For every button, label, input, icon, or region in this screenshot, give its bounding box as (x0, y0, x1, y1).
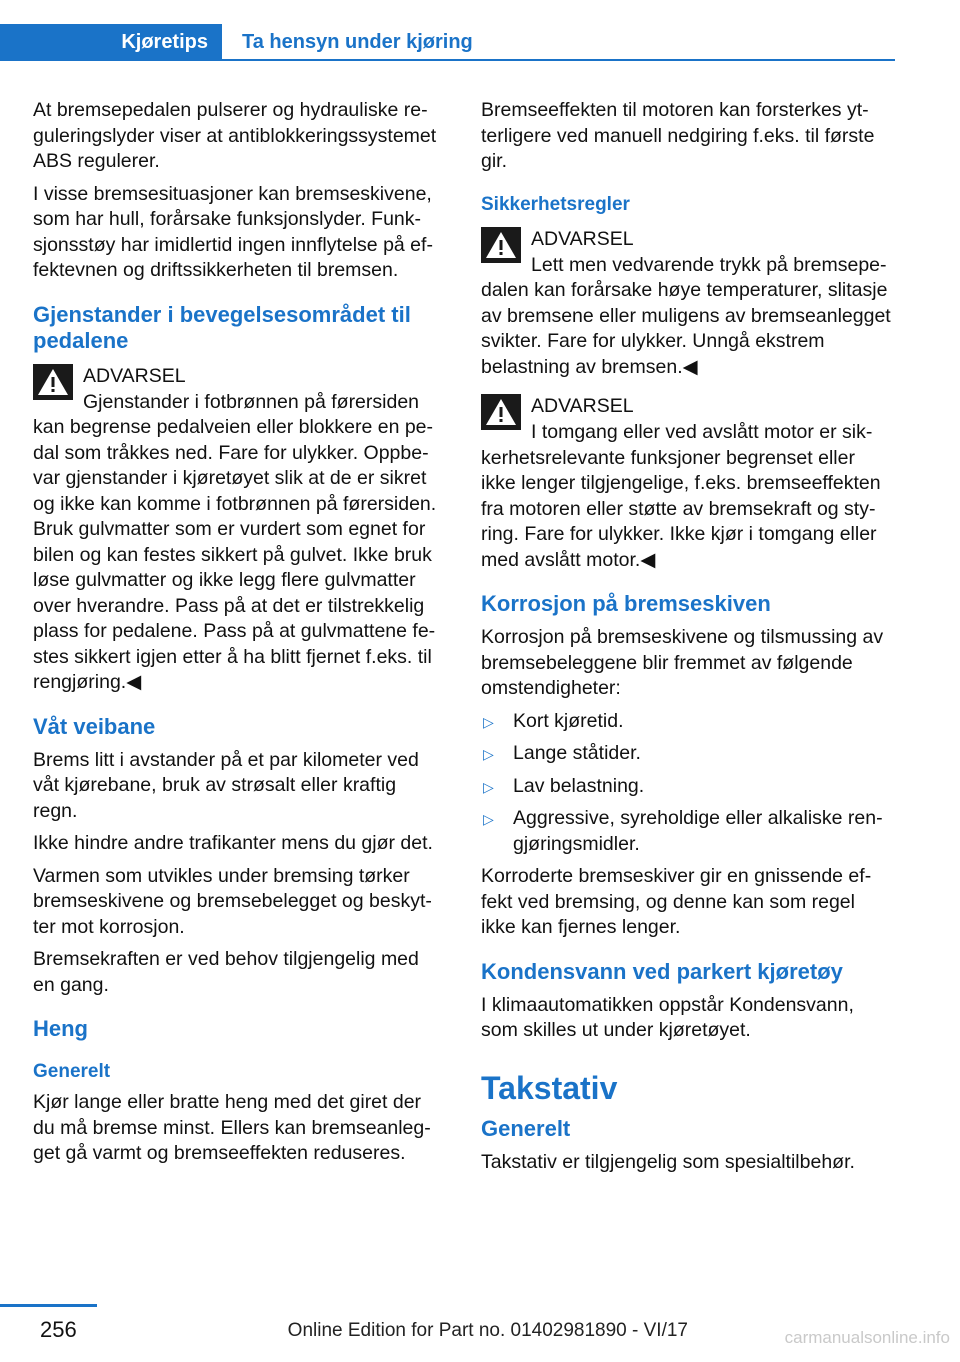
subheading-generelt: Generelt (481, 1115, 571, 1141)
right-column (481, 98, 893, 1182)
list-item: ▷ Lange ståtider. (481, 741, 893, 767)
section-tab[interactable]: Ta hensyn under kjøring (242, 31, 473, 53)
heading-heng: Heng (33, 1016, 88, 1041)
heading-pedaler: Gjenstander i bevegelsesområdet til pedalene (33, 301, 411, 353)
heading-kondensvann: Kondensvann ved parkert kjøretøy (481, 958, 843, 984)
paragraph: Kjør lange eller bratte heng med det giret der du må bremse minst. Ellers kan bremseanlegget gå varmt og bremseeffekten reduseres. (33, 1091, 431, 1164)
paragraph: Takstativ er tilgjengelig som spesialtilbehør. (481, 1150, 855, 1173)
page-number: 256 (40, 1317, 77, 1342)
bullet-triangle-icon: ▷ (483, 746, 494, 762)
header-divider (0, 59, 895, 61)
warning-title: ADVARSEL (531, 395, 634, 417)
paragraph: Varmen som utvikles under bremsing tørker bremseskivene og bremsebelegget og beskytter mot korrosjon. (33, 864, 432, 938)
chapter-tab[interactable]: Kjøretips (0, 24, 222, 60)
list-item: ▷ Kort kjøretid. (481, 709, 893, 735)
heading-korrosjon: Korrosjon på bremseskiven (481, 591, 771, 616)
watermark: carmanualsonline.info (784, 1328, 950, 1347)
left-column (33, 98, 445, 1174)
edition-note: Online Edition for Part no. 01402981890 - VI/17 (287, 1320, 688, 1341)
warning-triangle-icon (481, 227, 521, 263)
paragraph: Korroderte bremseskiver gir en gnissende effekt ved bremsing, og denne kan som regel ikke kan fjernes lenger. (481, 865, 872, 938)
subheading-sikkerhetsregler: Sikkerhetsregler (481, 193, 630, 215)
warning-title: ADVARSEL (83, 364, 186, 387)
subheading-generelt: Generelt (33, 1061, 111, 1082)
page-header (0, 0, 960, 64)
footer-divider (0, 1304, 97, 1307)
bullet-triangle-icon: ▷ (483, 778, 494, 795)
warning-block (481, 394, 893, 573)
heading-takstativ: Takstativ (481, 1069, 618, 1106)
warning-text: Gjenstander i fotbrønnen på førersiden kan begrense pedalveien eller blokkere en pedal som tråkkes ned. Fare for ulykker. Oppbevar gjenstander i kjøretøyet slik at de er sikret og ikke kan komme i fotbrønnen på førersiden. Bruk gulvmatter som er vurdert som egnet for bilen og kan festes sikkert på gulvet. Ikke bruk løse gulvmatter og ikke legg flere gulvmatter over hverandre. Pass på at det er tilstrekkelig plass for pedalene. Pass på at gulvmattene festes sikkert igjen etter å ha blitt fjernet f.eks. til rengjøring.◀ (33, 390, 437, 693)
list-item: ▷ Aggressive, syreholdige eller alkaliske rengjøringsmidler. (483, 807, 883, 855)
paragraph: I visse bremsesituasjoner kan bremseskivene, som har hull, forårsake funksjonslyder. Funksjonsstøy har imidlertid ingen innflytelse på effektevnen og driftssikkerheten til bremsen. (33, 182, 433, 281)
bullet-list (481, 709, 893, 858)
bullet-triangle-icon: ▷ (483, 811, 494, 827)
warning-block (481, 227, 893, 381)
paragraph: Bremseeffekten til motoren kan forsterkes ytterligere ved manuell nedgiring f.eks. til første gir. (481, 99, 875, 172)
heading-vaat-veibane: Våt veibane (33, 713, 156, 739)
paragraph: Brems litt i avstander på et par kilometer ved våt kjørebane, bruk av strøsalt eller kraftig regn. (33, 748, 419, 822)
paragraph: Korrosjon på bremseskivene og tilsmussing av bremsebeleggene blir fremmet av følgende omstendigheter: (481, 626, 884, 699)
warning-triangle-icon (33, 364, 73, 400)
paragraph: I klimaautomatikken oppstår Kondensvann, som skilles ut under kjøretøyet. (481, 993, 854, 1041)
paragraph: Bremsekraften er ved behov tilgjengelig med en gang. (33, 948, 419, 996)
list-item: ▷ Lav belastning. (481, 774, 893, 800)
warning-text: I tomgang eller ved avslått motor er sikkerhetsrelevante funksjoner begrenset eller ikke lenger tilgjengelige, f.eks. bremseeffekten fra motoren eller støtte av bremsekraft og styring. Fare for ulykker. Ikke kjør i tomgang eller med avslått motor.◀ (481, 421, 881, 571)
warning-triangle-icon (481, 394, 521, 430)
warning-title: ADVARSEL (531, 227, 634, 250)
warning-text: Lett men vedvarende trykk på bremsepedalen kan forårsake høye temperaturer, slitasje av bremsene eller muligens av bremseanlegget svikter. Fare for ulykker. Unngå ekstrem belastning av bremsen.◀ (481, 253, 891, 378)
paragraph: Ikke hindre andre trafikanter mens du gjør det. (33, 832, 433, 854)
paragraph: At bremsepedalen pulserer og hydrauliske reguleringslyder viser at antiblokkeringssystemet ABS regulerer. (33, 99, 437, 172)
warning-block (33, 364, 445, 696)
bullet-triangle-icon: ▷ (483, 713, 494, 730)
